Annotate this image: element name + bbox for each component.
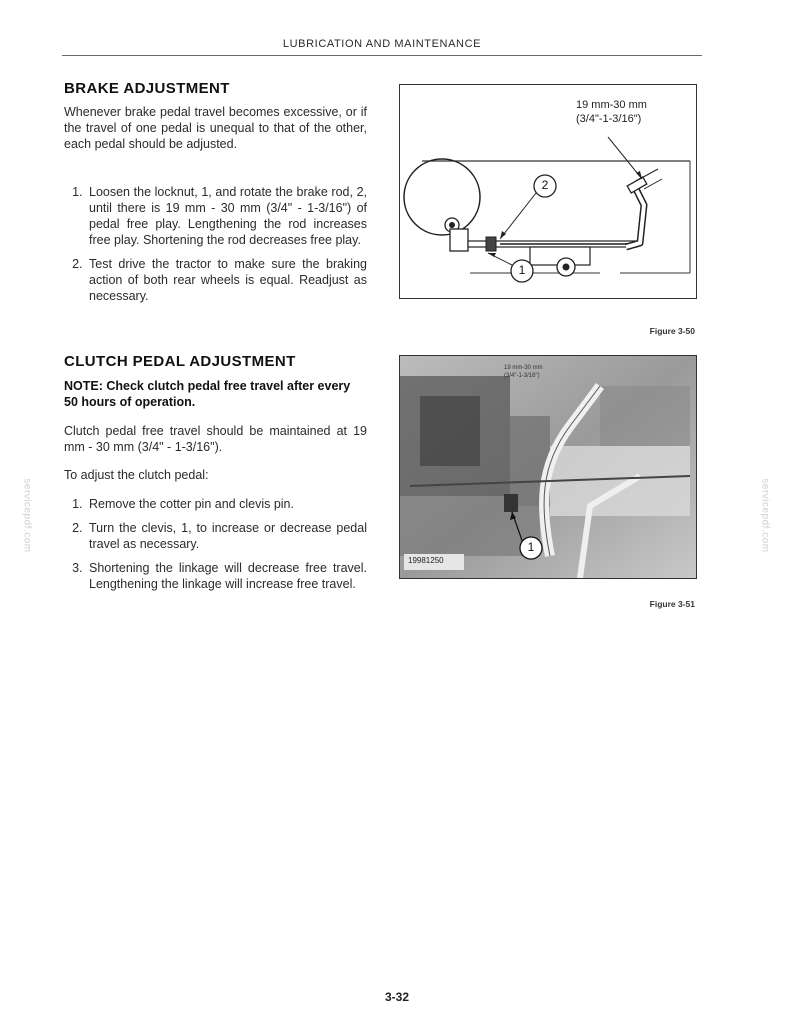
fig51-callout-line1: 19 mm-30 mm [504, 365, 543, 371]
fig50-label-1: 1 [518, 263, 526, 277]
watermark-left: servicepdf.com [21, 478, 33, 553]
clutch-section-title: CLUTCH PEDAL ADJUSTMENT [64, 353, 296, 370]
clutch-para2: To adjust the clutch pedal: [64, 468, 209, 482]
fig51-photo-id: 19981250 [408, 556, 444, 565]
figure-3-51-caption: Figure 3-51 [649, 599, 695, 609]
watermark-right: servicepdf.com [759, 478, 771, 553]
clutch-step: 3. Shortening the linkage will decrease free travel. Lengthening the linkage will increase free travel. [86, 560, 367, 592]
clutch-steps [64, 496, 367, 600]
fig50-callout-line2: (3/4"-1-3/16") [576, 113, 642, 125]
clutch-step: 2. Turn the clevis, 1, to increase or decrease pedal travel as necessary. [86, 520, 367, 552]
brake-step: 2. Test drive the tractor to make sure the braking action of both rear wheels is equal. Readjust as necessary. [86, 256, 367, 304]
figure-3-51 [399, 355, 697, 579]
clutch-para1: Clutch pedal free travel should be maintained at 19 mm - 30 mm (3/4" - 1-3/16"). [64, 424, 367, 454]
brake-step: 1. Loosen the locknut, 1, and rotate the brake rod, 2, until there is 19 mm - 30 mm (3/4" - 1-3/16") of pedal free play. Lengthening the rod increases free play. Shortening the rod decreases free play. [86, 184, 367, 248]
clutch-step: 1. Remove the cotter pin and clevis pin. [86, 496, 367, 512]
figure-3-50 [399, 84, 697, 299]
fig51-label-1: 1 [527, 540, 535, 554]
header-rule [62, 55, 702, 56]
brake-steps [64, 184, 367, 312]
fig50-label-2: 2 [541, 178, 549, 192]
clutch-note: NOTE: Check clutch pedal free travel after every 50 hours of operation. [64, 379, 351, 409]
page-header: LUBRICATION AND MAINTENANCE [282, 38, 482, 50]
fig50-callout-line1: 19 mm-30 mm [576, 99, 647, 111]
fig51-callout-line2: (3/4"-1-3/16") [504, 373, 540, 379]
clutch-linkage-photo [400, 356, 696, 578]
page-number: 3-32 [384, 990, 410, 1004]
brake-intro: Whenever brake pedal travel becomes excessive, or if the travel of one pedal is unequal to that of the other, each pedal should be adjusted. [64, 105, 367, 151]
brake-section-title: BRAKE ADJUSTMENT [64, 80, 230, 97]
figure-3-50-caption: Figure 3-50 [649, 326, 695, 336]
